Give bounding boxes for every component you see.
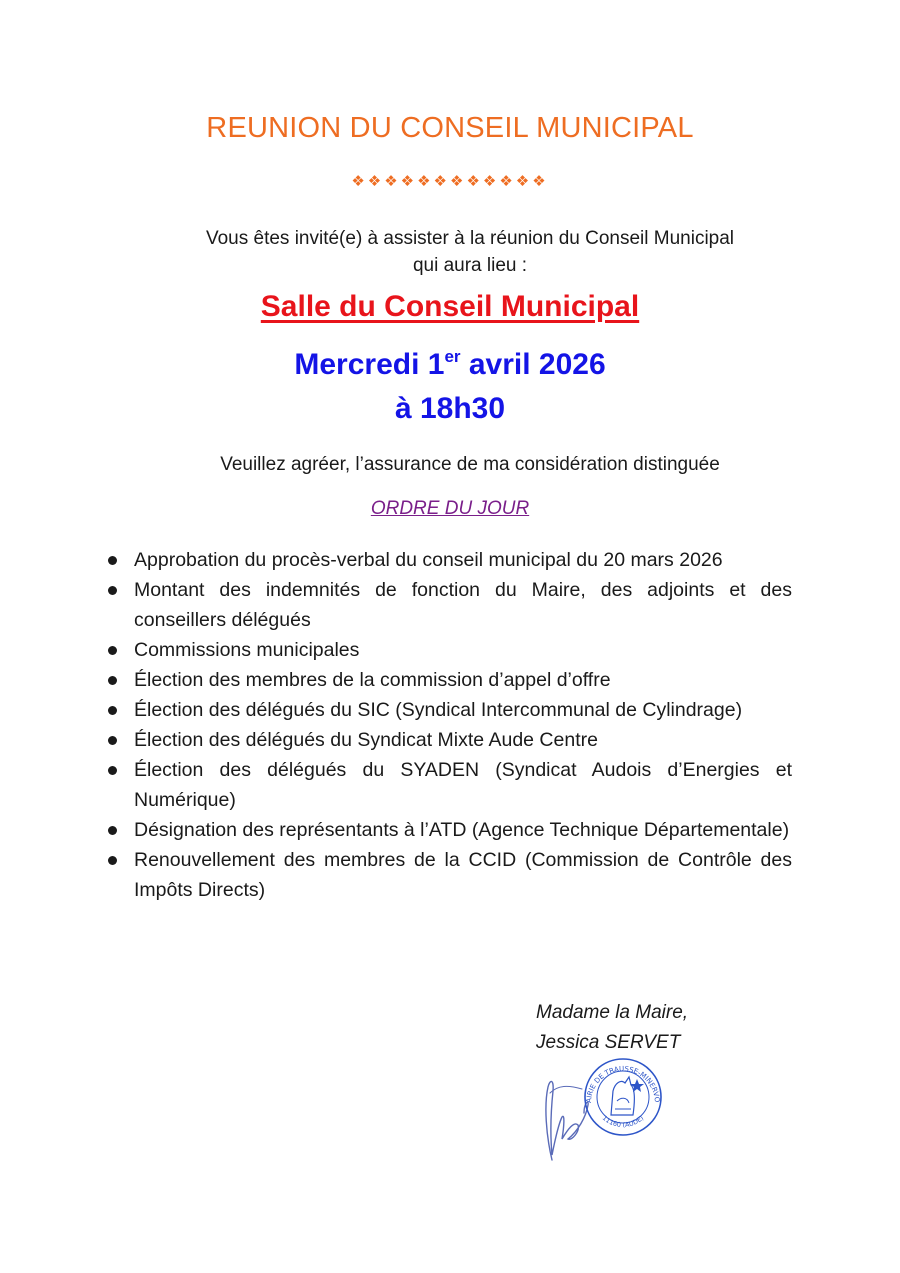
agenda-item-text: Montant des indemnités de fonction du Maire, des adjoints et des conseillers délégués xyxy=(134,579,792,631)
bullet-icon xyxy=(108,586,117,595)
agenda-list xyxy=(104,545,792,905)
bullet-icon xyxy=(108,646,117,655)
mairie-stamp xyxy=(585,1059,661,1135)
signature-flourish xyxy=(550,1086,582,1093)
bullet-icon xyxy=(108,676,117,685)
agenda-item-text: Élection des délégués du SYADEN (Syndicat Audois d’Energies et Numérique) xyxy=(134,759,792,811)
agenda-item-text: Élection des membres de la commission d’appel d’offre xyxy=(134,669,611,691)
agenda-item-text: Élection des délégués du Syndicat Mixte Aude Centre xyxy=(134,729,598,751)
signature-and-stamp xyxy=(538,1055,668,1170)
bullet-icon xyxy=(108,556,117,565)
venue-heading: Salle du Conseil Municipal xyxy=(260,290,640,323)
agenda-item xyxy=(104,695,792,725)
agenda-item xyxy=(104,725,792,755)
stamp-text-bottom: 11160 (AUDE) xyxy=(600,1113,646,1130)
agenda-item-text: Renouvellement des membres de la CCID (Commission de Contrôle des Impôts Directs) xyxy=(134,849,792,901)
date-prefix: Mercredi 1 xyxy=(294,348,445,381)
agenda-item xyxy=(104,575,792,635)
handwritten-signature xyxy=(546,1081,588,1160)
agenda-item xyxy=(104,755,792,815)
agenda-item xyxy=(104,665,792,695)
regards-text: Veuillez agréer, l’assurance de ma considération distinguée xyxy=(220,454,720,475)
signatory-name: Jessica SERVET xyxy=(536,1032,681,1053)
date-ordinal: er xyxy=(444,347,461,366)
signature-block xyxy=(536,998,836,1058)
bullet-icon xyxy=(108,766,117,775)
agenda-item xyxy=(104,845,792,905)
invitation-line-2: qui aura lieu : xyxy=(412,255,528,276)
agenda-item-text: Approbation du procès-verbal du conseil municipal du 20 mars 2026 xyxy=(134,549,723,571)
date-rest: avril 2026 xyxy=(460,348,606,381)
bullet-icon xyxy=(108,856,117,865)
bullet-icon xyxy=(108,706,117,715)
signatory-role: Madame la Maire, xyxy=(536,1002,689,1023)
meeting-time: à 18h30 xyxy=(394,392,506,425)
stamp-star-icon xyxy=(630,1079,644,1092)
title-ornament: ❖❖❖❖❖❖❖❖❖❖❖❖ xyxy=(351,173,549,190)
agenda-item-text: Commissions municipales xyxy=(134,639,360,661)
bullet-icon xyxy=(108,826,117,835)
invitation-text xyxy=(150,225,790,279)
agenda-title: ORDRE DU JOUR xyxy=(370,498,530,519)
agenda-item-text: Élection des délégués du SIC (Syndical Intercommunal de Cylindrage) xyxy=(134,699,743,721)
stamp-text-top: MAIRIE DE TRAUSSE-MINERVOIS xyxy=(584,1064,662,1104)
invitation-line-1: Vous êtes invité(e) à assister à la réunion du Conseil Municipal xyxy=(205,228,735,249)
meeting-date xyxy=(0,347,900,382)
agenda-item xyxy=(104,545,792,575)
agenda-item xyxy=(104,815,792,845)
agenda-item xyxy=(104,635,792,665)
bullet-icon xyxy=(108,736,117,745)
page-title: REUNION DU CONSEIL MUNICIPAL xyxy=(206,112,694,144)
agenda-item-text: Désignation des représentants à l’ATD (Agence Technique Départementale) xyxy=(134,819,790,841)
